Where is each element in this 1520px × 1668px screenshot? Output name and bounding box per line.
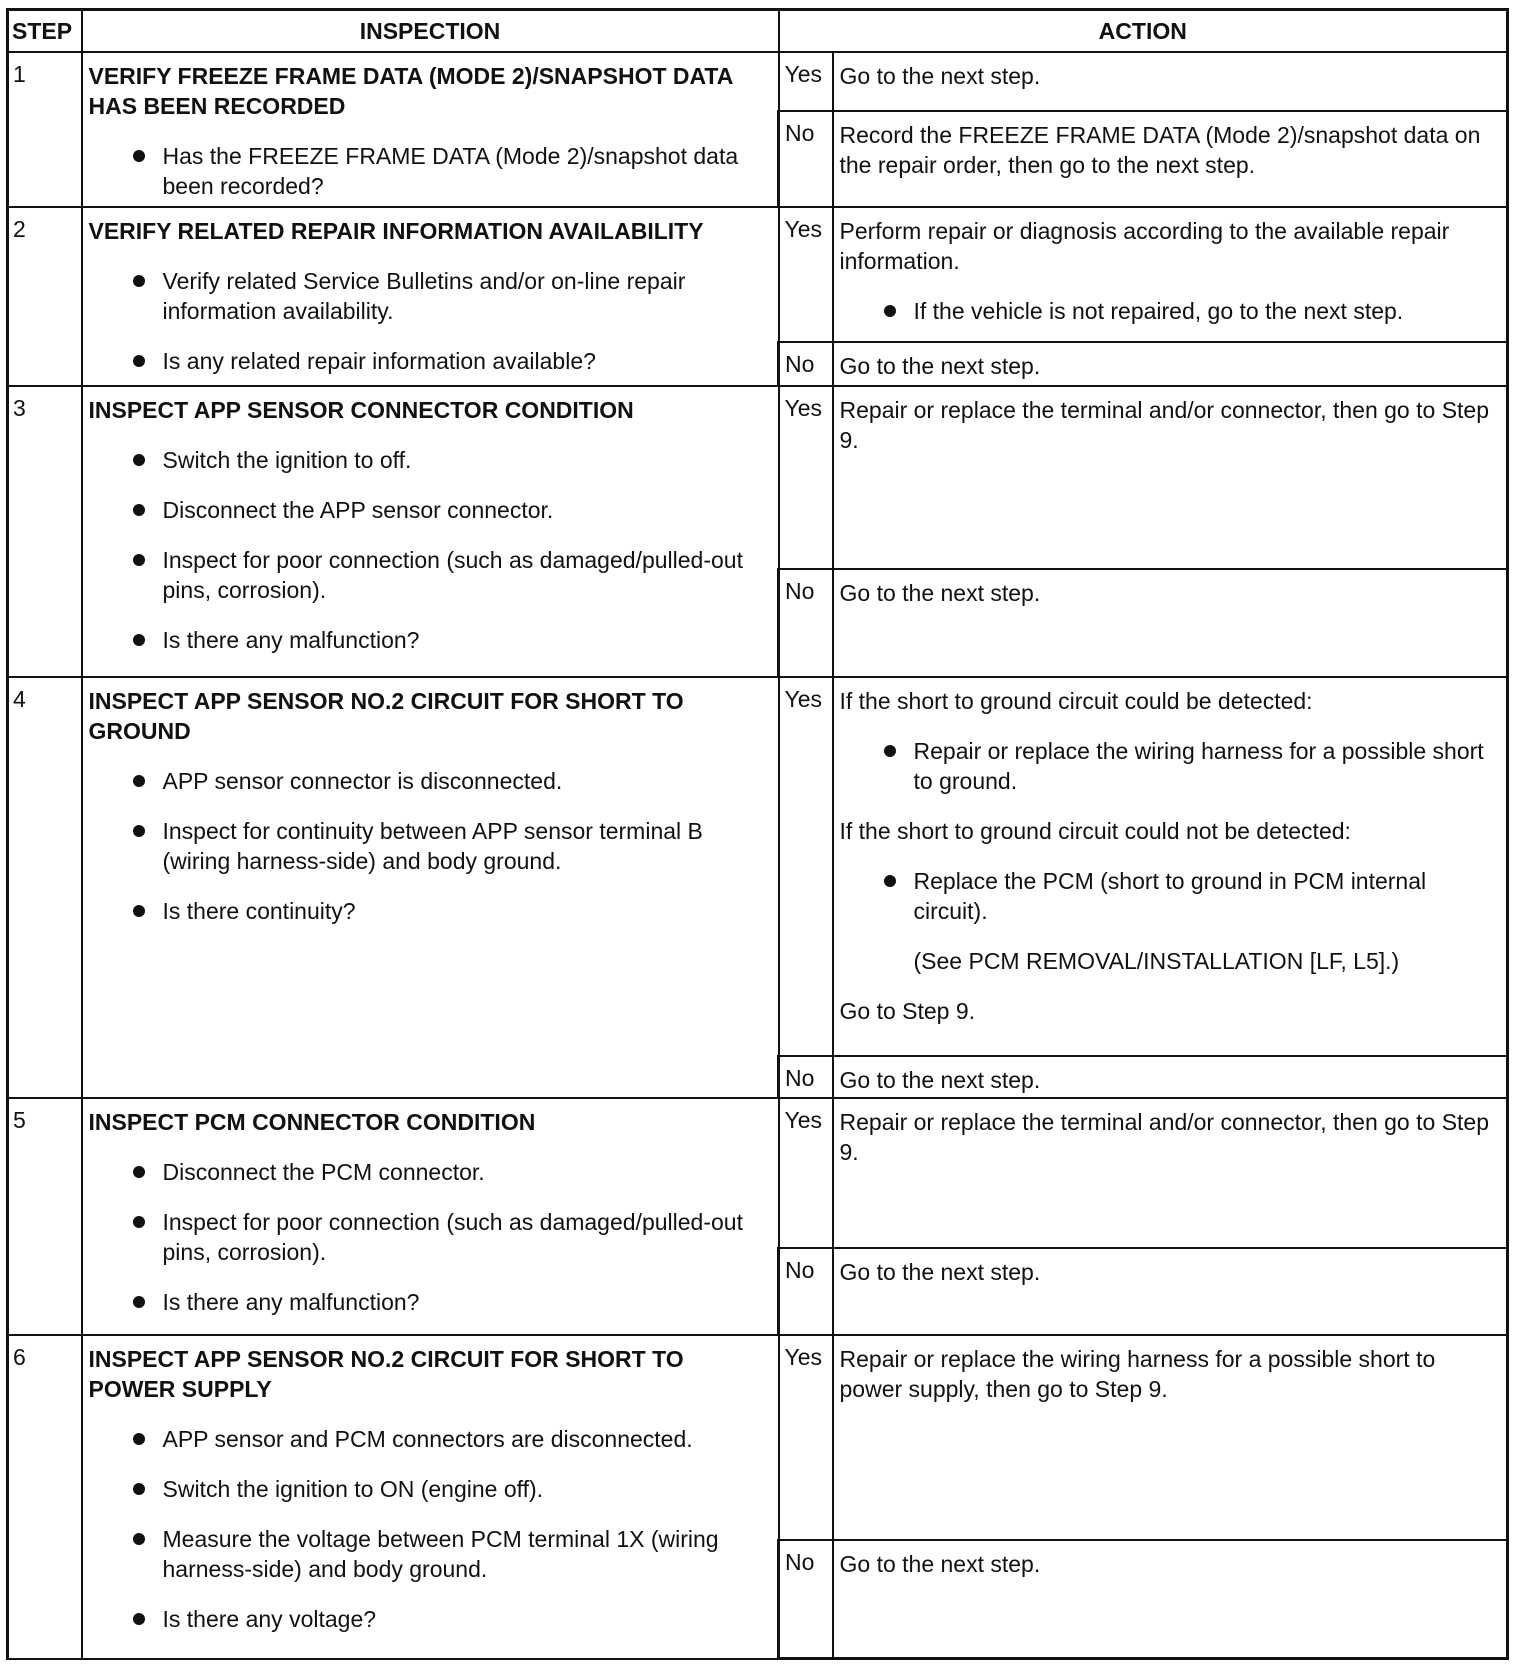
diagnostic-procedure-table [6, 8, 1509, 1660]
no-label: No [779, 1248, 833, 1336]
step-3-yes-row [8, 386, 1508, 568]
step-2-yes-row [8, 207, 1508, 342]
step-number: 3 [8, 386, 82, 677]
no-label: No [779, 569, 833, 678]
bullet-icon [133, 634, 145, 646]
step-inspection [82, 52, 779, 207]
bullet-icon [133, 825, 145, 837]
yes-label: Yes [779, 52, 833, 110]
header-row [8, 10, 1508, 53]
no-action: Go to the next step. [833, 1056, 1508, 1098]
step-title: INSPECT APP SENSOR CONNECTOR CONDITION [88, 397, 634, 424]
inspection-bullet: APP sensor and PCM connectors are disconnected. [89, 1424, 770, 1454]
bullet-icon [884, 745, 896, 757]
bullet-icon [133, 775, 145, 787]
yes-label: Yes [779, 386, 833, 568]
action-bullet: Replace the PCM (short to ground in PCM internal circuit). [840, 866, 1497, 926]
yes-action: Perform repair or diagnosis according to the available repair information. [839, 218, 1450, 275]
no-label: No [779, 342, 833, 386]
step-number: 1 [8, 52, 82, 207]
yes-label: Yes [779, 1335, 833, 1539]
yes-action: Repair or replace the terminal and/or connector, then go to Step 9. [833, 1098, 1508, 1248]
step-4-yes-row [8, 677, 1508, 1055]
inspection-bullet: Is any related repair information available? [89, 346, 770, 376]
yes-action-cell [833, 207, 1508, 342]
inspection-bullet: Inspect for continuity between APP sensor terminal B (wiring harness-side) and body ground. [89, 816, 770, 876]
inspection-bullet: Inspect for poor connection (such as damaged/pulled-out pins, corrosion). [89, 545, 770, 605]
bullet-icon [884, 305, 896, 317]
step-inspection [82, 386, 779, 677]
inspection-bullet: Is there continuity? [89, 896, 770, 926]
bullet-icon [133, 1433, 145, 1445]
inspection-bullet: Switch the ignition to ON (engine off). [89, 1474, 770, 1504]
step-6-yes-row [8, 1335, 1508, 1539]
no-action: Go to the next step. [833, 569, 1508, 678]
yes-action-cell [833, 677, 1508, 1055]
inspection-bullet: Disconnect the PCM connector. [89, 1157, 770, 1187]
step-number: 4 [8, 677, 82, 1098]
step-title: VERIFY FREEZE FRAME DATA (MODE 2)/SNAPSHOT DATA HAS BEEN RECORDED [88, 63, 733, 120]
step-column-header: STEP [8, 10, 82, 53]
bullet-icon [133, 1533, 145, 1545]
bullet-icon [133, 554, 145, 566]
bullet-icon [133, 275, 145, 287]
bullet-icon [133, 150, 145, 162]
bullet-icon [133, 1166, 145, 1178]
inspection-bullet: Is there any malfunction? [89, 625, 770, 655]
yes-action: Go to the next step. [833, 52, 1508, 110]
yes-action: Repair or replace the terminal and/or connector, then go to Step 9. [833, 386, 1508, 568]
step-title: VERIFY RELATED REPAIR INFORMATION AVAILABILITY [88, 218, 704, 245]
yes-action-line: If the short to ground circuit could be detected: [839, 688, 1313, 715]
no-action: Go to the next step. [833, 1248, 1508, 1336]
inspection-bullet: Measure the voltage between PCM terminal 1X (wiring harness-side) and body ground. [89, 1524, 770, 1584]
step-inspection [82, 677, 779, 1098]
step-1-yes-row [8, 52, 1508, 110]
bullet-icon [884, 875, 896, 887]
inspection-bullet: Inspect for poor connection (such as damaged/pulled-out pins, corrosion). [89, 1207, 770, 1267]
inspection-bullet: Switch the ignition to off. [89, 445, 770, 475]
bullet-icon [133, 355, 145, 367]
yes-action: Repair or replace the wiring harness for a possible short to power supply, then go to Step 9. [833, 1335, 1508, 1539]
no-label: No [779, 1540, 833, 1659]
no-label: No [779, 111, 833, 208]
action-column-header: ACTION [779, 10, 1508, 53]
inspection-bullet: Disconnect the APP sensor connector. [89, 495, 770, 525]
yes-action-line: If the short to ground circuit could not be detected: [839, 818, 1351, 845]
reference-link-text: (See PCM REMOVAL/INSTALLATION [LF, L5].) [913, 948, 1400, 975]
inspection-bullet: Is there any voltage? [89, 1604, 770, 1634]
yes-action-goto: Go to Step 9. [839, 998, 976, 1025]
yes-label: Yes [779, 677, 833, 1055]
inspection-column-header: INSPECTION [82, 10, 779, 53]
bullet-icon [133, 504, 145, 516]
inspection-bullet: Is there any malfunction? [89, 1287, 770, 1317]
no-action: Go to the next step. [833, 342, 1508, 386]
step-number: 5 [8, 1098, 82, 1336]
step-5-yes-row [8, 1098, 1508, 1248]
inspection-bullet: APP sensor connector is disconnected. [89, 766, 770, 796]
no-action: Record the FREEZE FRAME DATA (Mode 2)/snapshot data on the repair order, then go to the next step. [833, 111, 1508, 208]
no-action: Go to the next step. [833, 1540, 1508, 1659]
bullet-icon [133, 905, 145, 917]
no-label: No [779, 1056, 833, 1098]
inspection-bullet: Verify related Service Bulletins and/or on-line repair information availability. [89, 266, 770, 326]
step-number: 2 [8, 207, 82, 386]
inspection-bullet: Has the FREEZE FRAME DATA (Mode 2)/snapshot data been recorded? [89, 141, 770, 201]
step-number: 6 [8, 1335, 82, 1658]
bullet-icon [133, 1216, 145, 1228]
step-inspection [82, 1098, 779, 1336]
bullet-icon [133, 454, 145, 466]
step-title: INSPECT APP SENSOR NO.2 CIRCUIT FOR SHORT TO POWER SUPPLY [88, 1346, 684, 1403]
bullet-icon [133, 1483, 145, 1495]
action-bullet: Repair or replace the wiring harness for a possible short to ground. [840, 736, 1497, 796]
bullet-icon [133, 1613, 145, 1625]
step-inspection [82, 1335, 779, 1658]
action-bullet: If the vehicle is not repaired, go to the next step. [840, 296, 1497, 326]
bullet-icon [133, 1296, 145, 1308]
step-title: INSPECT APP SENSOR NO.2 CIRCUIT FOR SHORT TO GROUND [88, 688, 684, 745]
yes-label: Yes [779, 1098, 833, 1248]
step-inspection [82, 207, 779, 386]
yes-label: Yes [779, 207, 833, 342]
step-title: INSPECT PCM CONNECTOR CONDITION [88, 1108, 536, 1135]
